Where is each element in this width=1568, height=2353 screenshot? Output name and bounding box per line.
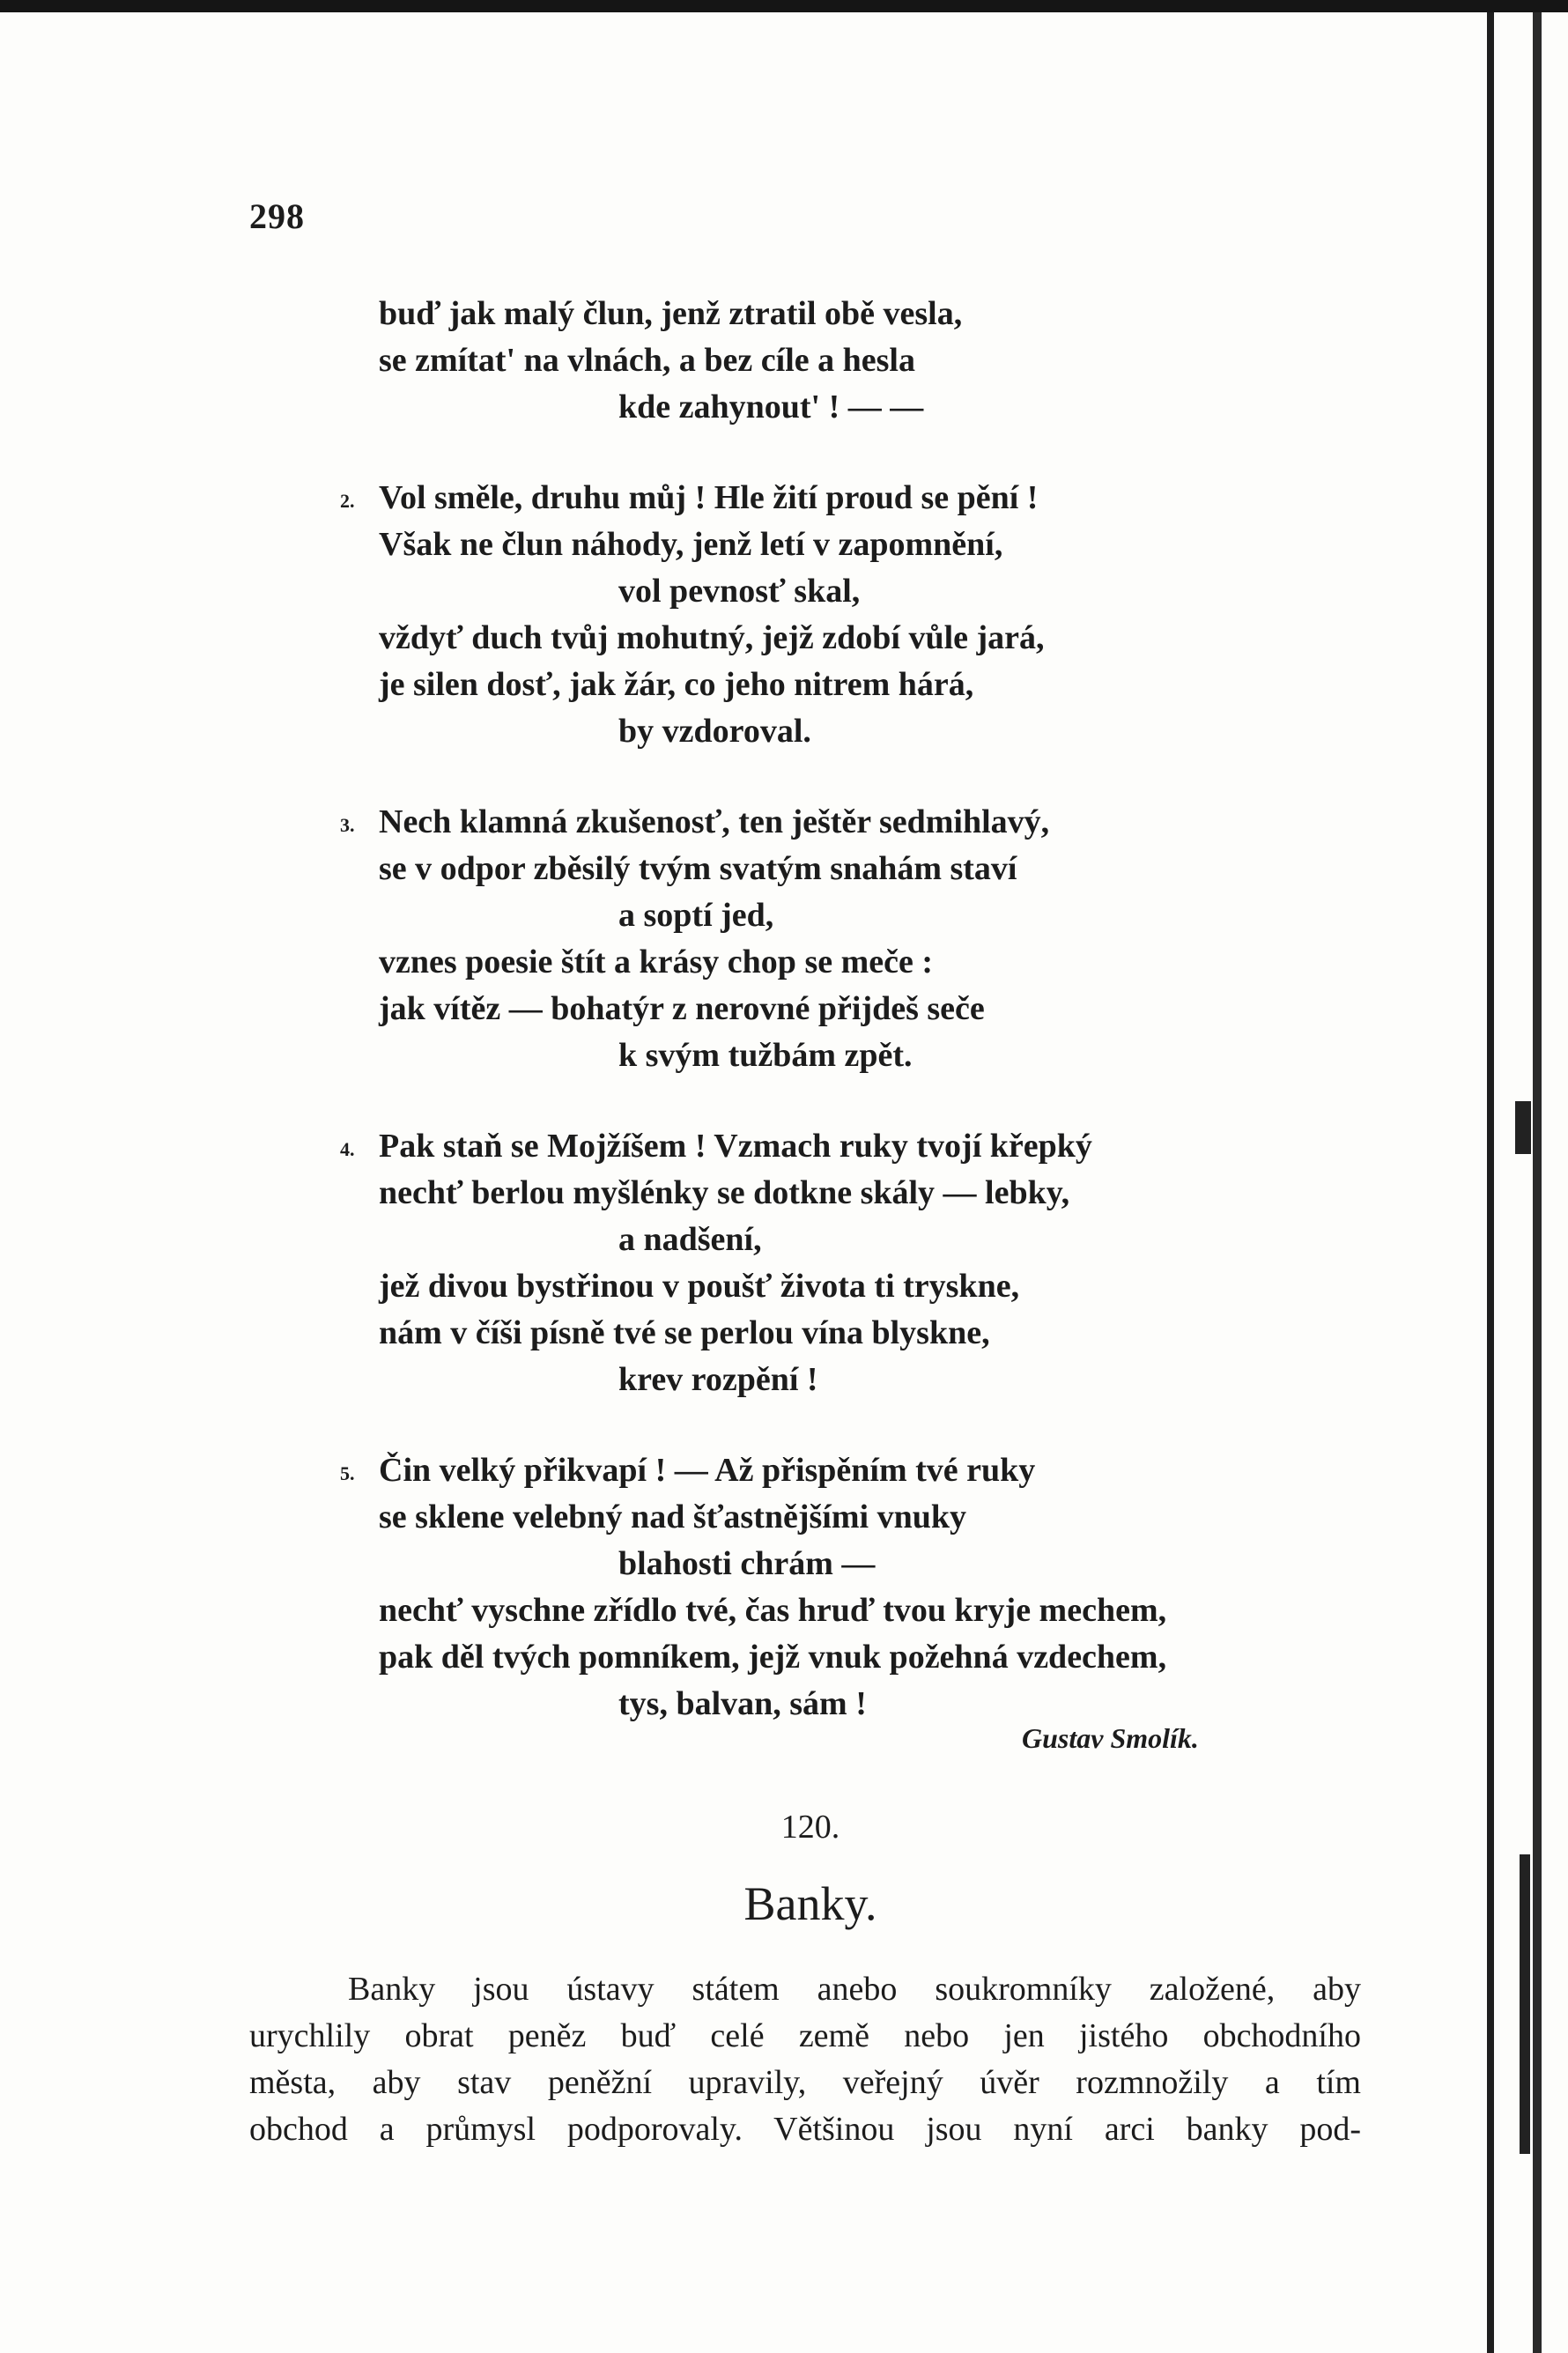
stanza-number: 4. <box>340 1138 355 1160</box>
scan-border-right <box>1487 12 1494 2353</box>
scan-border-mark-lower <box>1520 1854 1530 2154</box>
paragraph-line: města, aby stav peněžní upravily, veřejný úvěr rozmnožily a tím <box>249 2064 1361 2101</box>
stanza-number: 5. <box>340 1462 355 1484</box>
poem-author: Gustav Smolík. <box>1022 1722 1199 1754</box>
poem-line: vol pevnosť skal, <box>618 573 861 610</box>
poem-line: jak vítěz — bohatýr z nerovné přijdeš seče <box>379 990 985 1027</box>
poem-line: nám v číši písně tvé se perlou vína blyskne, <box>379 1314 990 1351</box>
poem-line: kde zahynout' ! — — <box>618 388 924 425</box>
poem-stanza <box>340 1123 1304 1403</box>
poem-line: jež divou bystřinou v poušť života ti tryskne, <box>379 1268 1020 1305</box>
poem-line: nechť berlou myšlénky se dotkne skály — lebky, <box>379 1174 1070 1211</box>
poem-line: je silen dosť, jak žár, co jeho nitrem hárá, <box>379 666 974 703</box>
poem-line: buď jak malý člun, jenž ztratil obě vesla, <box>379 295 963 332</box>
poem-line: vždyť duch tvůj mohutný, jejž zdobí vůle jará, <box>379 619 1045 656</box>
poem-line: Nech klamná zkušenosť, ten ještěr sedmihlavý, <box>379 803 1050 840</box>
page-number: 298 <box>249 196 305 236</box>
poem-line: k svým tužbám zpět. <box>618 1037 913 1074</box>
paragraph-line: Banky jsou ústavy státem anebo soukromníky založené, aby <box>348 1971 1361 2008</box>
poem-line: krev rozpění ! <box>618 1361 818 1398</box>
poem-line: by vzdoroval. <box>618 713 811 750</box>
poem-line: Pak staň se Mojžíšem ! Vzmach ruky tvojí křepký <box>379 1128 1092 1165</box>
poem-line: nechť vyschne zřídlo tvé, čas hruď tvou kryje mechem, <box>379 1592 1167 1629</box>
poem <box>340 291 1304 1772</box>
scan-border-right-outer <box>1533 12 1542 2353</box>
scan-border-top <box>0 0 1568 12</box>
poem-line: blahosti chrám — <box>618 1545 876 1582</box>
poem-line: se sklene velebný nad šťastnějšími vnuky <box>379 1498 966 1535</box>
scan-border-mark <box>1515 1101 1531 1154</box>
poem-line: a nadšení, <box>618 1221 762 1258</box>
paragraph-line: urychlily obrat peněz buď celé země nebo jen jistého obchodního <box>249 2017 1361 2054</box>
poem-stanza <box>340 475 1304 755</box>
paragraph-line: obchod a průmysl podporovaly. Většinou jsou nyní arci banky pod- <box>249 2111 1361 2148</box>
poem-line: a soptí jed, <box>618 897 774 934</box>
poem-line: se zmítat' na vlnách, a bez cíle a hesla <box>379 342 915 379</box>
poem-line: Vol směle, druhu můj ! Hle žití proud se pění ! <box>379 479 1039 516</box>
poem-line: Však ne člun náhody, jenž letí v zapomnění, <box>379 526 1003 563</box>
poem-line: vznes poesie štít a krásy chop se meče : <box>379 943 934 980</box>
poem-line: tys, balvan, sám ! <box>618 1685 867 1722</box>
poem-line: pak děl tvých pomníkem, jejž vnuk požehná vzdechem, <box>379 1639 1167 1676</box>
stanza-number: 3. <box>340 814 355 836</box>
poem-stanza <box>379 291 1304 431</box>
poem-stanza <box>340 799 1304 1079</box>
section-number: 120. <box>780 1809 840 1846</box>
poem-line: se v odpor zběsilý tvým svatým snahám staví <box>379 850 1017 887</box>
section-text <box>249 1966 1361 2153</box>
poem-line: Čin velký přikvapí ! — Až přispěním tvé ruky <box>379 1452 1036 1489</box>
stanza-number: 2. <box>340 490 355 512</box>
section-title: Banky. <box>743 1877 877 1930</box>
poem-stanza <box>340 1447 1304 1728</box>
